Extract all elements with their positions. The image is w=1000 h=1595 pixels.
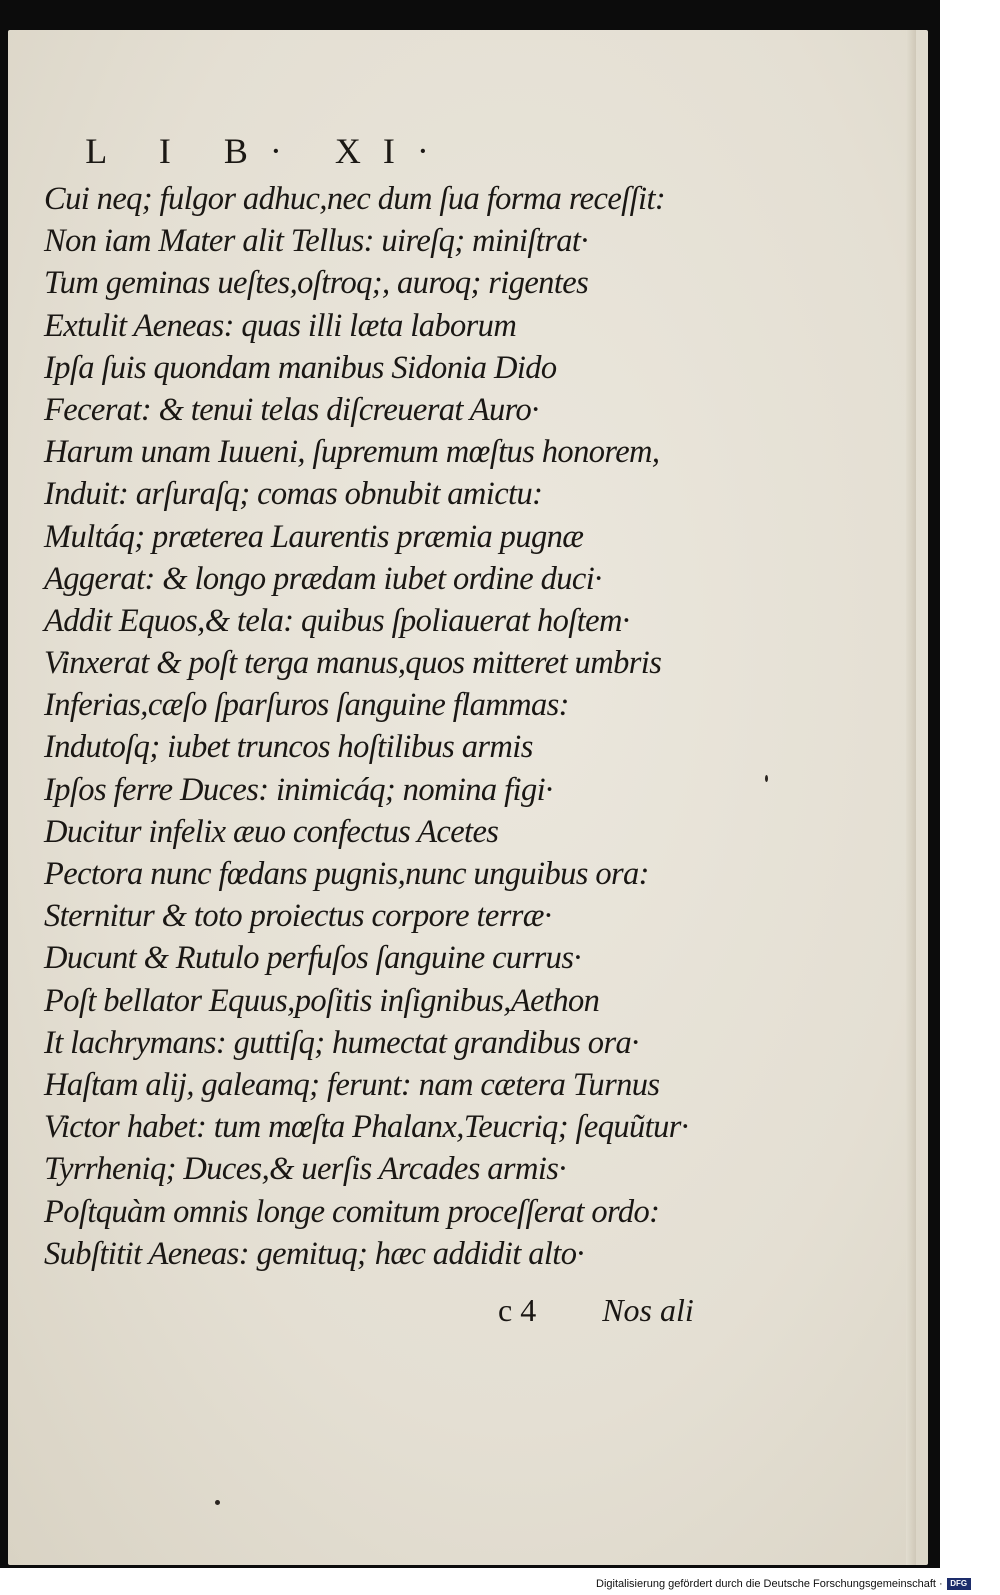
verse-line: Ipſa ſuis quondam manibus Sidonia Dido <box>44 349 557 386</box>
verse-line: Vinxerat & poſt terga manus,quos mitteret umbris <box>44 645 662 682</box>
verse-line: Subſtitit Aeneas: gemituq; hæc addidit alto· <box>44 1235 584 1272</box>
verse-line: Indutoſq; iubet truncos hoſtilibus armis <box>44 729 533 766</box>
verse-line: Aggerat: & longo prædam iubet ordine duci· <box>44 560 602 597</box>
running-head: L I B· XI· <box>85 131 451 171</box>
verse-line: Ipſos ferre Duces: inimicáq; nomina figi· <box>44 771 553 808</box>
verse-line: Tyrrheniq; Duces,& uerſis Arcades armis· <box>44 1151 566 1188</box>
verse-line: Fecerat: & tenui telas diſcreuerat Auro· <box>44 391 539 428</box>
verse-line: Non iam Mater alit Tellus: uireſq; miniſtrat· <box>44 223 588 260</box>
verse-line: Sternitur & toto proiectus corpore terræ· <box>44 898 552 935</box>
verse-line: Haſtam alij, galeamq; ferunt: nam cætera Turnus <box>44 1066 660 1103</box>
verse-line: Cui neq; fulgor adhuc,nec dum ſua forma receſſit: <box>44 181 666 217</box>
verse-line: Extulit Aeneas: quas illi læta laborum <box>44 307 517 344</box>
verse-line: Pectora nunc fœdans pugnis,nunc unguibus ora: <box>44 856 649 892</box>
credit-text: Digitalisierung gefördert durch die Deutsche Forschungsgemeinschaft · <box>596 1578 943 1590</box>
verse-line: Tum geminas ueſtes,oſtroq;, auroq; rigentes <box>44 265 589 302</box>
verse-line: Poſt bellator Equus,poſitis inſignibus,Aethon <box>44 982 600 1019</box>
page-edge <box>906 30 916 1565</box>
verse-line: Poſtquàm omnis longe comitum proceſſerat ordo: <box>44 1193 660 1230</box>
verse-line: Ducitur infelix æuo confectus Acetes <box>44 813 499 850</box>
ink-speck <box>765 775 768 782</box>
verse-line: It lachrymans: guttiſq; humectat grandibus ora· <box>44 1024 639 1061</box>
book-page <box>8 30 928 1565</box>
verse-line: Inferias,cæſo ſparſuros ſanguine flammas: <box>44 687 569 724</box>
ink-speck <box>215 1500 220 1505</box>
digitization-credit <box>596 1575 971 1593</box>
verse-line: Ducunt & Rutulo perfuſos ſanguine currus· <box>44 940 581 977</box>
dfg-logo: DFG <box>947 1578 971 1590</box>
page-footer <box>498 1292 694 1329</box>
catchword: Nos ali <box>602 1292 694 1328</box>
verse-text <box>44 178 764 1275</box>
verse-line: Victor habet: tum mœſta Phalanx,Teucriq; ſequũtur· <box>44 1109 689 1146</box>
verse-line: Addit Equos,& tela: quibus ſpoliauerat hoſtem· <box>44 602 630 639</box>
verse-line: Harum unam Iuueni, ſupremum mœſtus honorem, <box>44 434 660 471</box>
signature-mark: c 4 <box>498 1292 537 1328</box>
verse-line: Induit: arſuraſq; comas obnubit amictu: <box>44 476 543 513</box>
verse-line: Multáq; præterea Laurentis præmia pugnæ <box>44 518 584 555</box>
